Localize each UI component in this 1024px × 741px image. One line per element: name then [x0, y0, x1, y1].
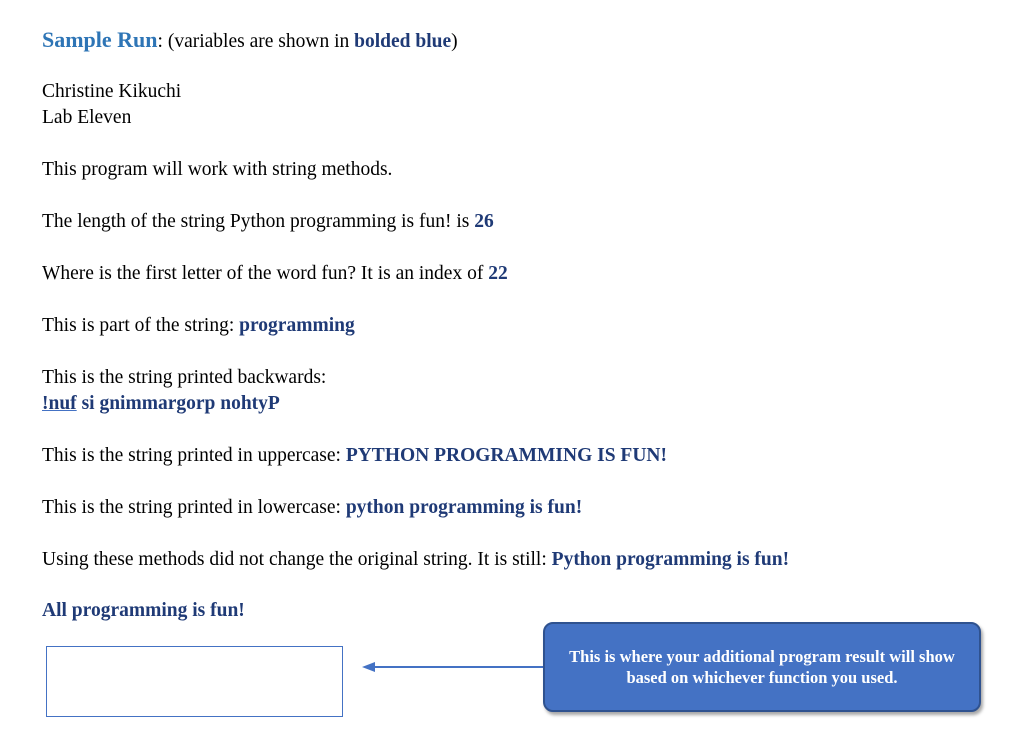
length-label: The length of the string Python programming is fun! is — [42, 211, 475, 232]
lowercase-line — [42, 496, 582, 520]
original-line — [42, 548, 789, 572]
original-label: Using these methods did not change the original string. It is still: — [42, 549, 552, 570]
lowercase-label: This is the string printed in lowercase: — [42, 497, 346, 518]
index-value: 22 — [488, 263, 508, 284]
backwards-label: This is the string printed backwards: — [42, 367, 327, 388]
uppercase-value: PYTHON PROGRAMMING IS FUN! — [345, 445, 668, 466]
lab-title: Lab Eleven — [42, 107, 132, 128]
additional-result-box — [46, 646, 343, 717]
length-line — [42, 210, 494, 234]
sample-run-note-suffix: ) — [451, 31, 458, 52]
part-label: This is part of the string: — [42, 315, 240, 336]
index-label: Where is the first letter of the word fun? It is an index of — [42, 263, 489, 284]
callout-note — [543, 622, 981, 712]
backwards-value-rest: si gnimmargorp nohtyP — [76, 393, 280, 414]
part-value: programming — [239, 315, 355, 336]
backwards-value-underlined: !nuf — [42, 393, 77, 414]
author-name: Christine Kikuchi — [42, 81, 182, 102]
length-value: 26 — [474, 211, 494, 232]
sample-run-heading: Sample Run — [42, 27, 158, 52]
arrow-left-icon — [362, 660, 544, 674]
sample-run-colon: : — [157, 31, 163, 52]
original-value: Python programming is fun! — [551, 549, 790, 570]
sample-run-heading-line — [42, 28, 458, 54]
lowercase-value: python programming is fun! — [345, 497, 583, 518]
callout-text: This is where your additional program result will show based on whichever function you used. — [569, 647, 955, 687]
part-line — [42, 314, 355, 338]
index-line — [42, 262, 508, 286]
sample-run-note-bold: bolded blue — [354, 31, 452, 52]
intro-line: This program will work with string methods. — [42, 159, 393, 180]
uppercase-line — [42, 444, 667, 468]
final-line: All programming is fun! — [42, 600, 245, 621]
backwards-value-line — [42, 392, 280, 416]
sample-run-note-prefix: (variables are shown in — [162, 31, 355, 52]
uppercase-label: This is the string printed in uppercase: — [42, 445, 346, 466]
